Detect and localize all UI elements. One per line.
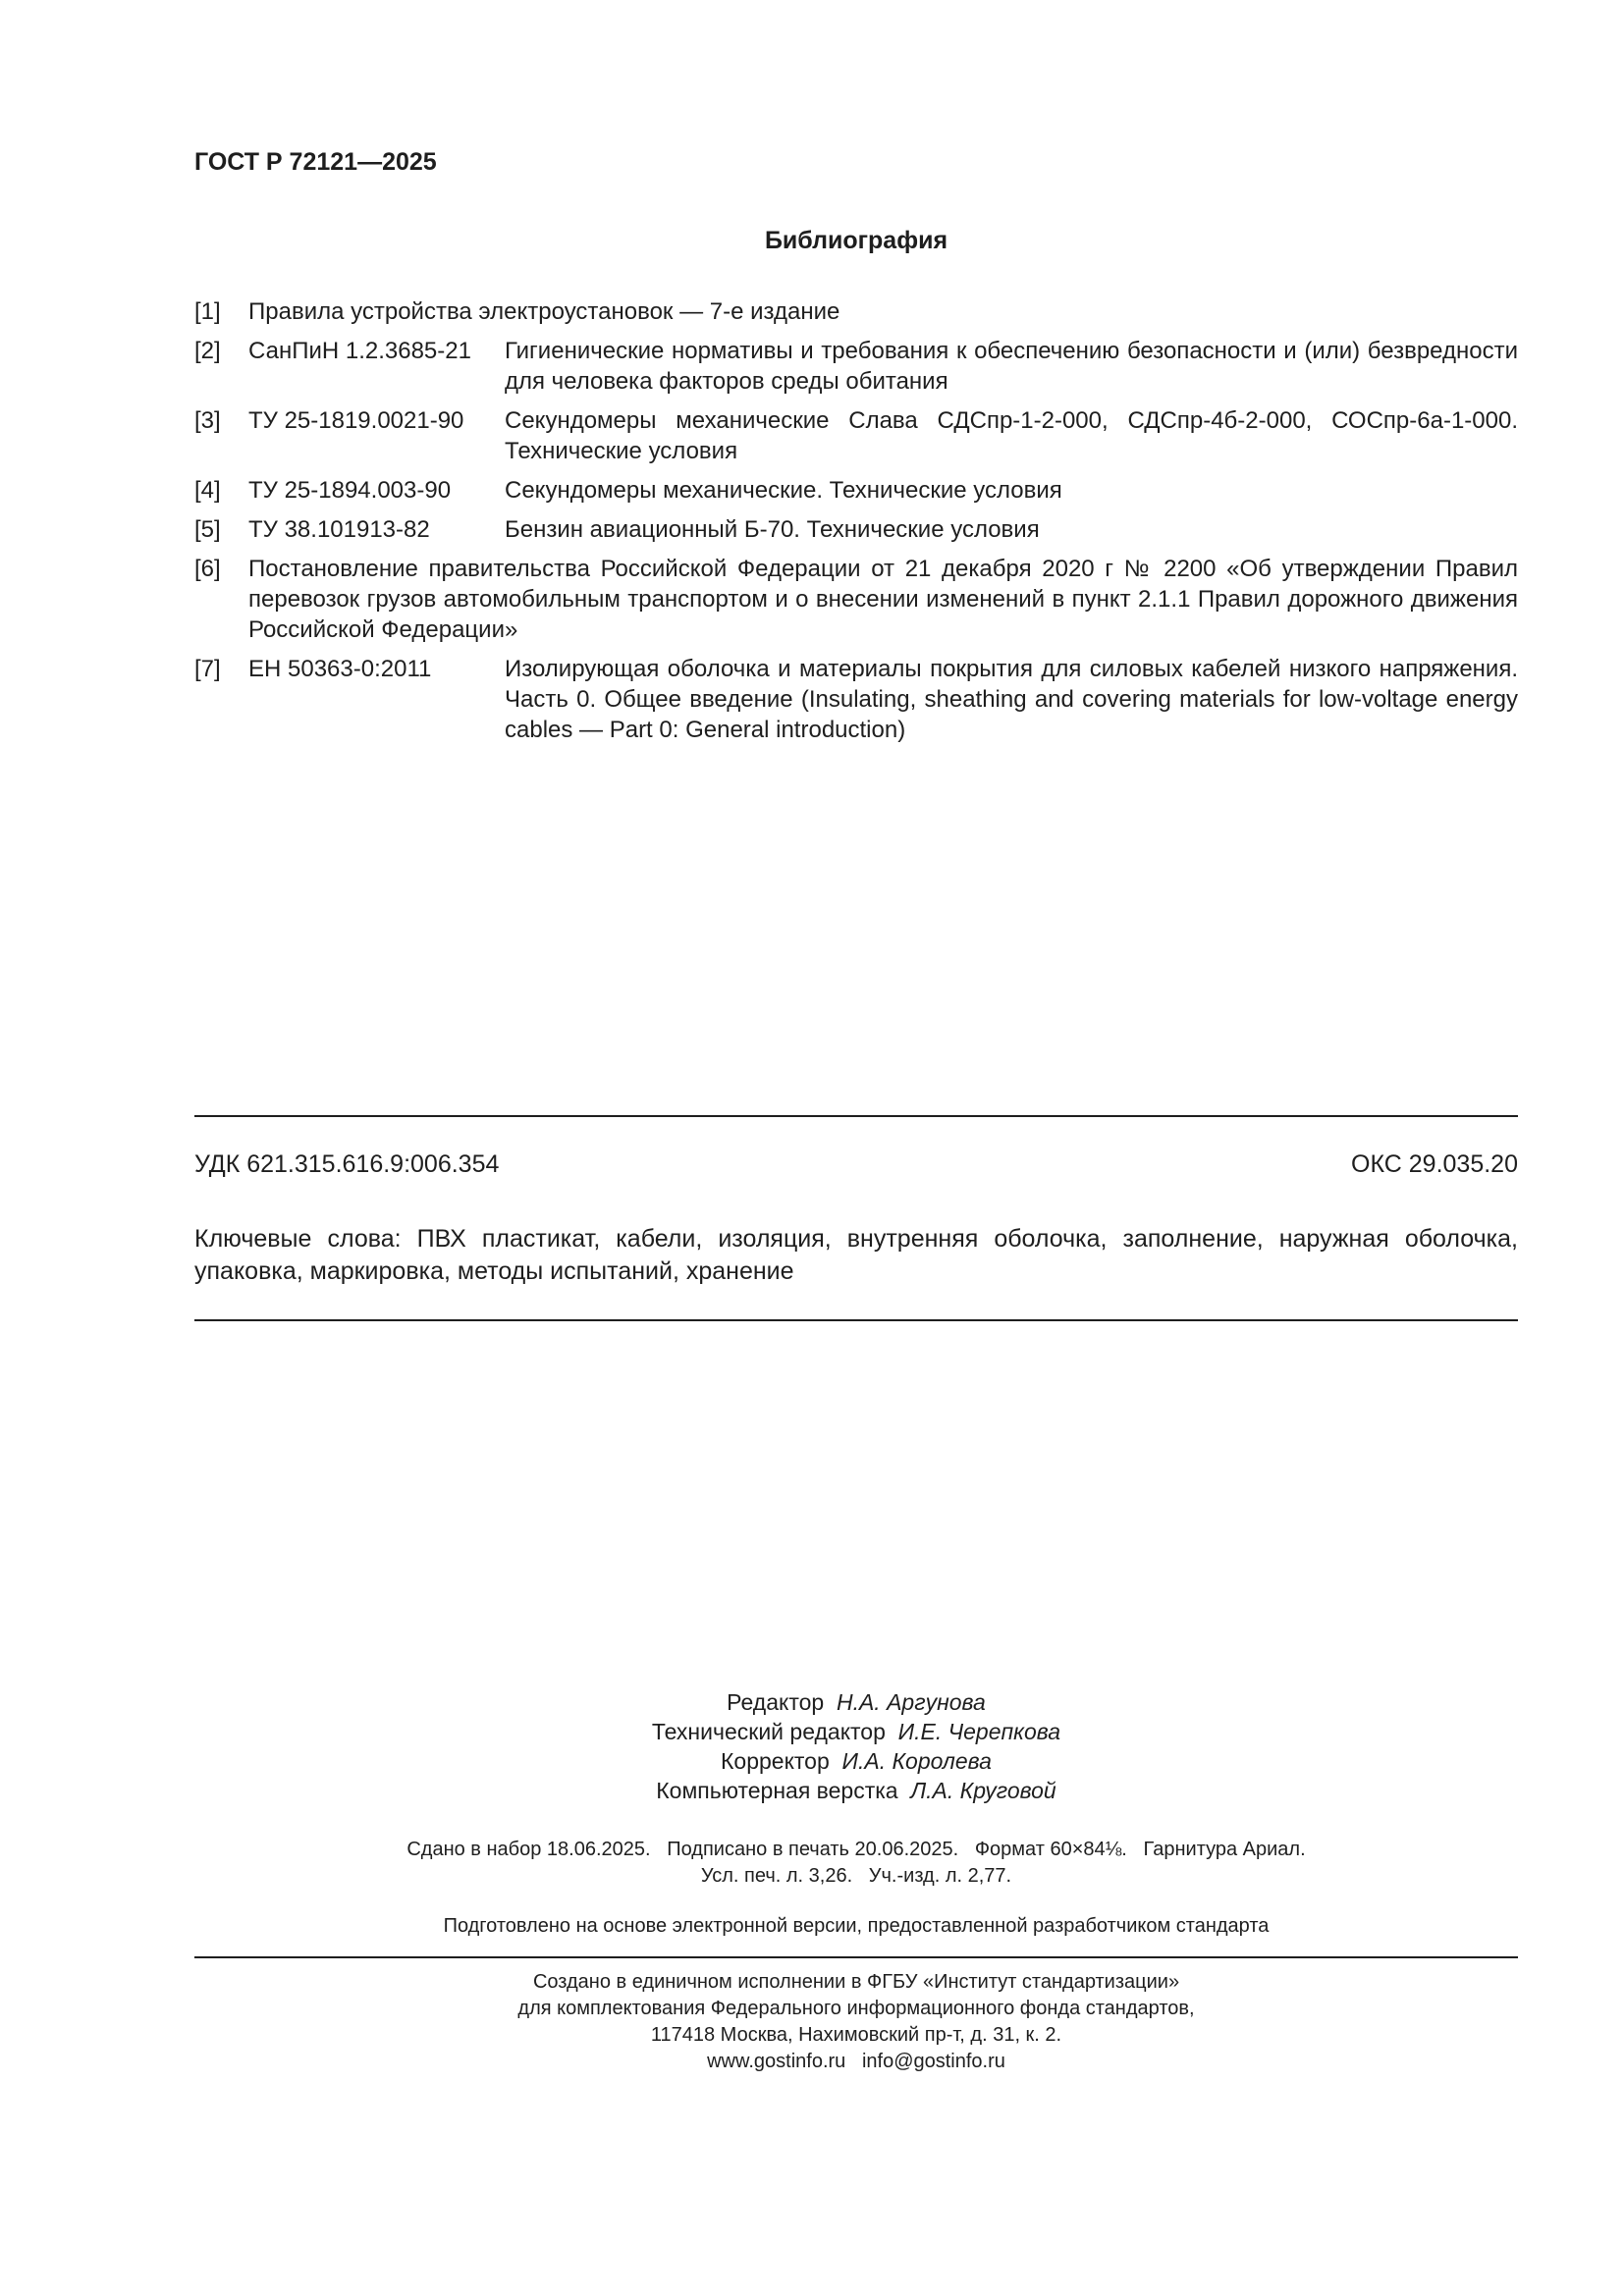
entry-code: СанПиН 1.2.3685-21 [248,338,471,364]
credit-line [194,1687,1518,1717]
bibliography-entry [194,475,1518,506]
credit-role: Редактор [727,1689,825,1715]
credit-person: Н.А. Аргунова [836,1689,986,1715]
standard-designation: ГОСТ Р 72121—2025 [194,148,437,176]
bibliography-title: Библиография [764,227,948,254]
credit-role: Компьютерная верстка [656,1778,898,1803]
credit-person: Л.А. Круговой [910,1778,1056,1803]
entry-text: Постановление правительства Российской Федерации от 21 декабря 2020 г № 2200 «Об утверждении Правил перевозок грузов автомобильным транспортом и о внесении изменений в пункт 2.1.1 Правил дорожного движения Российской Федерации» [248,556,1518,643]
entry-code: ЕН 50363-0:2011 [248,656,432,682]
credit-line [194,1746,1518,1776]
bibliography-entry [194,654,1518,745]
publisher-contacts [194,2049,1518,2075]
imprint [194,1837,1518,1890]
entry-code: ТУ 25-1894.003-90 [248,477,452,504]
bibliography-entry [194,514,1518,545]
entry-number: [2] [194,338,221,364]
bibliography-entry [194,405,1518,466]
entry-number: [1] [194,298,221,325]
credit-person: И.Е. Черепкова [897,1719,1061,1744]
oks-code: ОКС 29.035.20 [1351,1150,1518,1178]
bibliography-list [194,296,1518,754]
entry-number: [3] [194,407,221,434]
entry-number: [4] [194,477,221,504]
entry-description: Изолирующая оболочка и материалы покрытия для силовых кабелей низкого напряжения. Часть 0. Общее введение (Insulating, sheathing and covering materials for low-voltage energy cables — Part 0: General introduction) [505,656,1518,743]
entry-number: [5] [194,516,221,543]
udk-code: УДК 621.315.616.9:006.354 [194,1150,500,1178]
imprint-line: Усл. печ. л. 3,26. Уч.-изд. л. 2,77. [700,1865,1012,1887]
entry-number: [6] [194,556,221,582]
bibliography-entry [194,336,1518,397]
entry-description: Секундомеры механические. Технические условия [505,477,1062,504]
credit-role: Технический редактор [651,1719,886,1744]
divider-publisher [194,1956,1518,1958]
email-link[interactable]: info@gostinfo.ru [861,2051,1005,2072]
keywords: Ключевые слова: ПВХ пластикат, кабели, изоляция, внутренняя оболочка, заполнение, наружная оболочка, упаковка, маркировка, методы испытаний, хранение [194,1225,1518,1285]
prepared-note: Подготовлено на основе электронной версии, предоставленной разработчиком стандарта [443,1915,1270,1937]
divider-top [194,1115,1518,1117]
entry-description: Бензин авиационный Б-70. Технические условия [505,516,1040,543]
credit-role: Корректор [721,1748,830,1774]
credit-person: И.А. Королева [841,1748,992,1774]
entry-number: [7] [194,656,221,682]
website-link[interactable]: www.gostinfo.ru [707,2051,846,2072]
entry-code: ТУ 25-1819.0021-90 [248,407,464,434]
publisher-address: 117418 Москва, Нахимовский пр-т, д. 31, к. 2. [650,2024,1062,2046]
publisher-line: для комплектования Федерального информационного фонда стандартов, [517,1998,1195,2019]
credit-line [194,1776,1518,1805]
entry-description: Секундомеры механические Слава СДСпр-1-2-000, СДСпр-4б-2-000, СОСпр-6а-1-000. Технические условия [505,407,1518,464]
imprint-line: Сдано в набор 18.06.2025. Подписано в печать 20.06.2025. Формат 60×84⅛. Гарнитура Ариал. [406,1839,1306,1860]
entry-text: Правила устройства электроустановок — 7-е издание [248,298,840,325]
credits-block [194,1687,1518,1805]
publisher-line: Создано в единичном исполнении в ФГБУ «Институт стандартизации» [532,1971,1180,1993]
bibliography-entry [194,554,1518,645]
entry-code: ТУ 38.101913-82 [248,516,430,543]
credit-line [194,1717,1518,1746]
publisher-info [194,1969,1518,2075]
entry-description: Гигиенические нормативы и требования к обеспечению безопасности и (или) безвредности для человека факторов среды обитания [505,338,1518,395]
divider-keywords [194,1319,1518,1321]
bibliography-entry [194,296,1518,327]
